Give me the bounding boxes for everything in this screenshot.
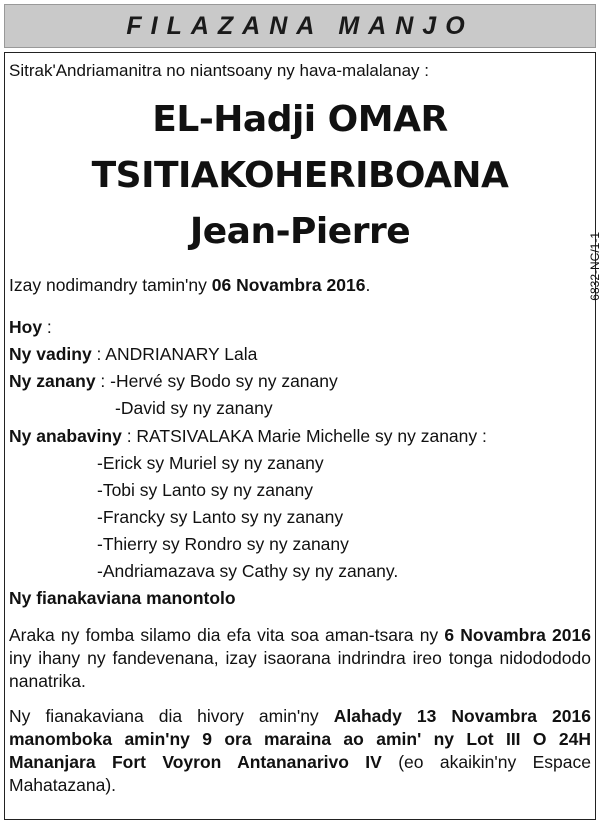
hoy-suffix: : bbox=[42, 317, 52, 337]
zanaka-item: : -Hervé sy Bodo sy ny zanany bbox=[95, 371, 338, 391]
header-title: FILAZANA MANJO bbox=[126, 11, 474, 40]
reference-code: 6832-NC/1-1 bbox=[588, 232, 602, 301]
paragraph1-date: 6 Novambra 2016 bbox=[444, 625, 591, 645]
zanaka-label: Ny zanany bbox=[9, 371, 96, 391]
anabavy-item: -Francky sy Lanto sy ny zanany bbox=[97, 507, 344, 527]
zanaka-item: -David sy ny zanany bbox=[115, 398, 273, 418]
anabavy-item: -Andriamazava sy Cathy sy ny zanany. bbox=[97, 561, 399, 581]
death-suffix: . bbox=[365, 275, 371, 295]
anabavy-text: : RATSIVALAKA Marie Michelle sy ny zanany : bbox=[121, 426, 487, 446]
death-date: 06 Novambra 2016 bbox=[211, 275, 366, 295]
anabavy-item: -Erick sy Muriel sy ny zanany bbox=[97, 453, 324, 473]
anabavy-item: -Tobi sy Lanto sy ny zanany bbox=[97, 480, 313, 500]
death-date-line bbox=[9, 274, 370, 296]
anabavy-line bbox=[9, 425, 487, 447]
deceased-name-line3: Jean-Pierre bbox=[189, 211, 411, 252]
paragraph2-text: Ny fianakaviana dia hivory amin'ny bbox=[9, 706, 334, 726]
paragraph2-bold: Alahady 13 Novambra 2016 manomboka amin'ny 9 ora maraina ao amin' ny Lot III O 24H Mananjara Fort Voyron Antananarivo IV bbox=[9, 706, 591, 772]
zanaka-line bbox=[9, 370, 338, 392]
hoy-line bbox=[9, 316, 52, 338]
vady-text: : ANDRIANARY Lala bbox=[91, 344, 258, 364]
paragraph2-rest: (eo akaikin'ny Espace Mahatazana). bbox=[9, 752, 591, 795]
paragraph1-rest: iny ihany ny fandevenana, izay isaorana indrindra ireo tonga nidodododo nanatrika. bbox=[9, 648, 591, 691]
ceremony-paragraph bbox=[9, 624, 591, 693]
intro-text: Sitrak'Andriamanitra no niantsoany ny hava-malalanay : bbox=[9, 61, 429, 80]
death-prefix: Izay nodimandry tamin'ny bbox=[9, 275, 212, 295]
announcement-header bbox=[4, 4, 596, 48]
hoy-label: Hoy bbox=[9, 317, 43, 337]
anabavy-label: Ny anabaviny bbox=[9, 426, 122, 446]
anabavy-item: -Thierry sy Rondro sy ny zanany bbox=[97, 534, 349, 554]
deceased-name-line2: TSITIAKOHERIBOANA bbox=[91, 155, 509, 196]
vady-label: Ny vadiny bbox=[9, 344, 92, 364]
paragraph1-text: Araka ny fomba silamo dia efa vita soa aman-tsara ny bbox=[9, 625, 445, 645]
gathering-paragraph bbox=[9, 705, 591, 797]
fianakaviana-label: Ny fianakaviana manontolo bbox=[9, 588, 236, 608]
vady-line bbox=[9, 343, 257, 365]
deceased-name-line1: EL-Hadji OMAR bbox=[152, 99, 448, 140]
fianakaviana-line bbox=[9, 587, 236, 609]
